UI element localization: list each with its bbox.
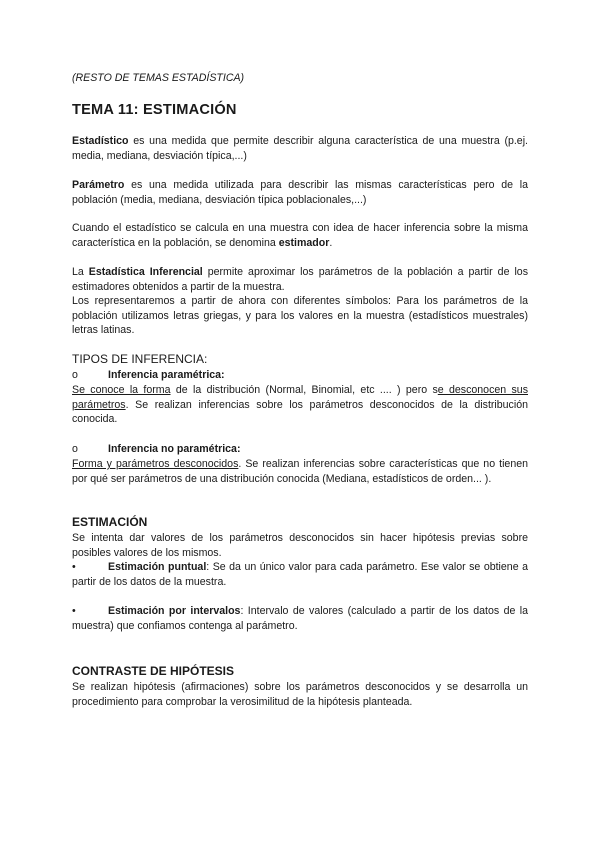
estimacion-paragraph: Se intenta dar valores de los parámetros desconocidos sin hacer hipótesis previas sobre posibles valores de los mismos. [72, 532, 528, 559]
parametro-term: Parámetro [72, 179, 125, 191]
inferencial-line2: Los representaremos a partir de ahora con diferentes símbolos: Para los parámetros de la población utilizamos letras griegas, y para los valores en la muestra (estadísticos muestrales) letras latinas. [72, 295, 528, 337]
page-title: TEMA 11: ESTIMACIÓN [72, 102, 237, 118]
estadistico-term: Estadístico [72, 135, 129, 147]
estimador-term: estimador [278, 236, 330, 249]
parametro-text: es una medida utilizada para describir las mismas características pero de la población (media, mediana, desviación típica poblacionales,...) [72, 179, 528, 206]
estimador-paragraph [72, 221, 528, 250]
intervalos-bullet: • [72, 605, 76, 617]
inferencial-text: permite aproximar los parámetros de la población a partir de los estimadores obtenidos a partir de la muestra. [72, 266, 528, 293]
header-note: (RESTO DE TEMAS ESTADÍSTICA) [72, 72, 245, 84]
puntual-bullet: • [72, 561, 76, 573]
noparam-item-label [72, 442, 528, 457]
inferencial-pre: La [72, 266, 89, 278]
estadistico-paragraph [72, 134, 528, 163]
noparam-paragraph [72, 457, 528, 486]
noparam-t1: . Se realizan inferencias sobre características que no tienen por qué ser parámetros de una distribución conocida (Mediana, estadísticos de orden... ). [72, 458, 528, 485]
intervalos-label: Estimación por intervalos [108, 605, 241, 617]
puntual-label: Estimación puntual [108, 561, 207, 573]
estimador-text: Cuando el estadístico se calcula en una muestra con idea de hacer inferencia sobre la misma característica en la población, se denomina [72, 222, 528, 249]
param-paragraph [72, 383, 528, 427]
estadistico-text: es una medida que permite describir alguna característica de una muestra (p.ej. media, mediana, desviación típica,...) [72, 135, 528, 162]
parametro-paragraph [72, 178, 528, 207]
estimacion-heading: ESTIMACIÓN [72, 515, 148, 529]
param-u2: e desconocen sus parámetros [72, 384, 528, 411]
param-t2: . Se realizan inferencias sobre los parámetros desconocidos de la distribución conocida. [72, 398, 528, 426]
tipos-heading [72, 352, 528, 366]
param-bullet: o [72, 369, 78, 381]
param-u1: Se conoce la forma [72, 384, 171, 396]
contraste-paragraph: Se realizan hipótesis (afirmaciones) sobre los parámetros desconocidos y se desarrolla un procedimiento para comprobar la verosimilitud de la hipótesis planteada. [72, 681, 528, 708]
tipos-heading-text: TIPOS DE INFERENCIA [72, 352, 205, 366]
param-item-label [72, 368, 528, 383]
noparam-u1: Forma y parámetros desconocidos [72, 458, 239, 470]
intervalos-item [72, 604, 528, 633]
estimador-end: . [329, 236, 333, 249]
noparam-bullet: o [72, 443, 78, 455]
tipos-heading-colon: : [204, 352, 208, 366]
param-t1: de la distribución (Normal, Binomial, etc .... ) pero s [170, 384, 438, 396]
param-label: Inferencia paramétrica: [108, 369, 225, 381]
noparam-label: Inferencia no paramétrica: [108, 443, 241, 455]
puntual-text: : Se da un único valor para cada parámetro. Ese valor se obtiene a partir de los datos de la muestra. [72, 561, 528, 588]
puntual-item [72, 560, 528, 589]
inferencial-paragraph [72, 265, 528, 338]
contraste-heading: CONTRASTE DE HIPÓTESIS [72, 664, 235, 678]
inferencial-term: Estadística Inferencial [88, 266, 203, 278]
intervalos-text: : Intervalo de valores (calculado a partir de los datos de la muestra) que confiamos contenga al parámetro. [72, 605, 529, 632]
